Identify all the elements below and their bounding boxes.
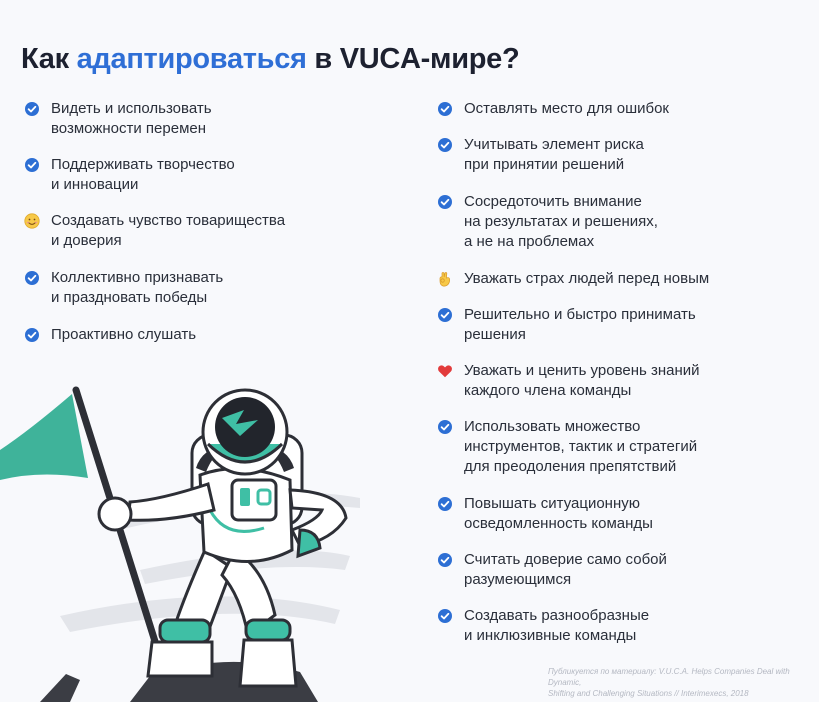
list-item-text: Решительно и быстро принимать решения [464,306,696,343]
list-item-text: Уважать и ценить уровень знаний каждого члена команды [464,362,700,399]
check-icon [24,327,40,343]
page-title [21,43,519,76]
smile-emoji-icon [24,213,40,229]
list-item-text: Поддерживать творчество и инновации [51,156,235,193]
check-icon [437,608,453,624]
list-item-text: Создавать разнообразные и инклюзивные команды [464,607,650,644]
title-part2: в VUCA-мире? [306,43,520,76]
list-item-text: Уважать страх людей перед новым [464,270,710,287]
list-item-text: Коллективно признавать и праздновать победы [51,269,224,306]
check-icon [437,419,453,435]
list-item-text: Сосредоточить внимание на результатах и решениях, а не на проблемах [464,193,658,250]
list-item-text: Учитывать элемент риска при принятии решений [464,136,644,173]
astronaut-illustration [0,380,400,702]
source-note: Публикуется по материалу: V.U.C.A. Helps Companies Deal with Dynamic, Shifting and Challenging Situations // Interimexecs, 2018 [548,667,790,698]
check-icon [437,194,453,210]
list-item-text: Считать доверие само собой разумеющимся [464,551,667,588]
list-item-text: Оставлять место для ошибок [464,100,669,117]
title-accent: адаптироваться [76,43,307,76]
check-icon [24,270,40,286]
check-icon [437,101,453,117]
list-item-text: Использовать множество инструментов, тактик и стратегий для преодоления препятствий [464,418,698,475]
check-icon [437,137,453,153]
list-item-text: Создавать чувство товарищества и доверия [51,212,286,249]
title-part1: Как [21,43,77,76]
heart-icon [437,363,453,379]
check-icon [24,101,40,117]
list-item-text: Видеть и использовать возможности перемен [51,100,212,137]
check-icon [437,307,453,323]
flag-icon [0,394,88,480]
check-icon [24,157,40,173]
check-icon [437,552,453,568]
list-item-text: Проактивно слушать [51,326,197,343]
list-item-text: Повышать ситуационную осведомленность команды [464,495,653,532]
ok-hand-icon [437,271,453,287]
check-icon [437,496,453,512]
